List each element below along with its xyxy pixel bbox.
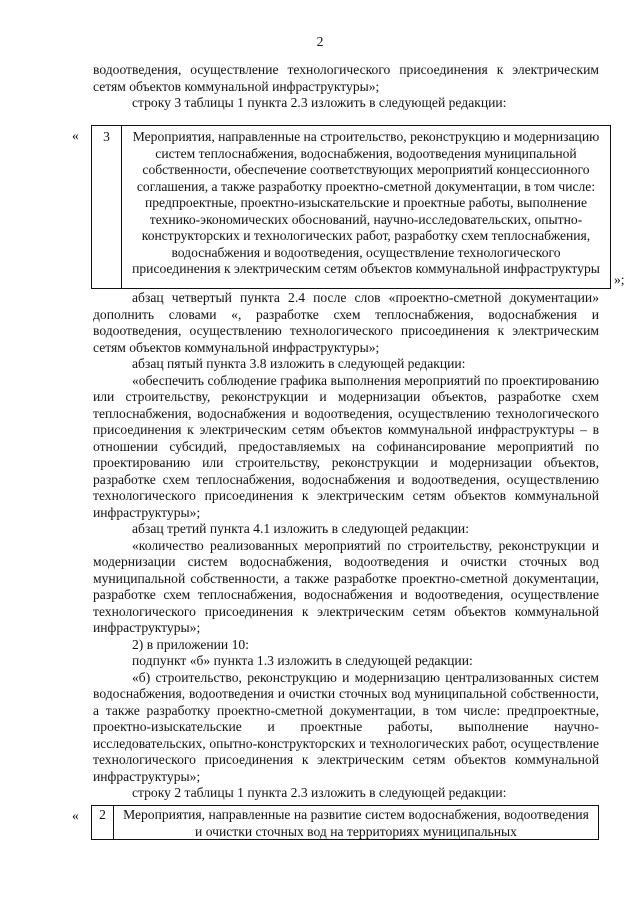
body-paragraph-1-3-heading: подпункт «б» пункта 1.3 изложить в следующей редакции: [132,653,473,668]
body-paragraph-4-1-text: «количество реализованных мероприятий по строительству, реконструкции и модернизации систем водоснабжения, водоотведения и очистки сточных вод муниципальной собственности, а также разработке проектно-сметной документации, разработке схем теплоснабжения, водоснабжения и водоотведения, осуществление технологического присоединения к электрическим сетям объектов коммунальной инфраструктуры»; [93,537,599,635]
table1-row-text: Мероприятия, направленные на строительство, реконструкцию и модернизацию систем теплоснабжения, водоснабжения, водоотведения муниципальной собственности, обеспечение соответствующих мероприятий концессионного соглашения, а также разработку проектно-сметной документации, в том числе: предпроектные, проектно-изыскательские и проектные работы, выполнение технико-экономических обоснований, научно-исследовательских, опытно-конструкторских и технологических работ, разработку схем теплоснабжения, водоснабжения и водоотведения, осуществление технологического присоединения к электрическим сетям объектов коммунальной инфраструктуры [132,129,600,276]
body-paragraph-appendix-10: 2) в приложении 10: [132,636,249,652]
intro-paragraph-continuation: водоотведения, осуществление технологического присоединения к электрическим сетям объектов коммунальной инфраструктуры»; [93,62,599,94]
table2-row-text: Мероприятия, направленные на развитие систем водоснабжения, водоотведения и очистки сточных вод на территориях муниципальных [123,807,589,839]
page-number: 2 [316,34,324,49]
table2-open-quote: « [72,808,79,823]
body-paragraph-1-3-text: «б) строительство, реконструкцию и модернизацию централизованных систем водоснабжения, водоотведения и очистки сточных вод муниципальной собственности, а также разработку проектно-сметной документации, в том числе: предпроектные, проектно-изыскательские и проектные работы, выполнение научно-исследовательских, опытно-конструкторских и технологических работ, осуществление технологического присоединения к электрическим сетям объектов коммунальной инфраструктуры»; [93,669,599,784]
table2-row-number: 2 [92,806,114,839]
intro-paragraph-table-row: строку 3 таблицы 1 пункта 2.3 изложить в следующей редакции: [132,95,507,110]
body-section [93,290,599,802]
table1-open-quote: « [72,128,79,143]
table1-row-number: 3 [92,126,122,288]
body-paragraph-3-8-text: «обеспечить соблюдение графика выполнения мероприятий по проектированию или строительству, реконструкции и модернизации объектов, разработке схем теплоснабжения, водоснабжения и водоотведения, осуществлению технологического присоединения к электрическим сетям объектов коммунальной инфраструктуры – в отношении субсидий, предоставляемых на софинансирование мероприятий по проектированию или строительству, реконструкции и модернизации объектов, разработке схем теплоснабжения, водоснабжения и водоотведения, осуществлению технологического присоединения к электрическим сетям объектов коммунальной инфраструктуры»; [93,372,599,520]
table2 [91,805,599,840]
body-paragraph-4-1-heading: абзац третий пункта 4.1 изложить в следующей редакции: [132,521,469,536]
table1-close-quote: »; [614,272,625,287]
intro-section [93,62,599,112]
body-paragraph-2-4: абзац четвертый пункта 2.4 после слов «проектно-сметной документации» дополнить словами «, разработке схем теплоснабжения, водоснабжения и водоотведения, осуществлению технологического присоединения к электрическим сетям объектов коммунальной инфраструктуры»; [93,290,599,355]
table1 [91,125,611,289]
body-paragraph-table-row-2: строку 2 таблицы 1 пункта 2.3 изложить в следующей редакции: [132,785,507,800]
body-paragraph-3-8-heading: абзац пятый пункта 3.8 изложить в следующей редакции: [132,356,466,371]
